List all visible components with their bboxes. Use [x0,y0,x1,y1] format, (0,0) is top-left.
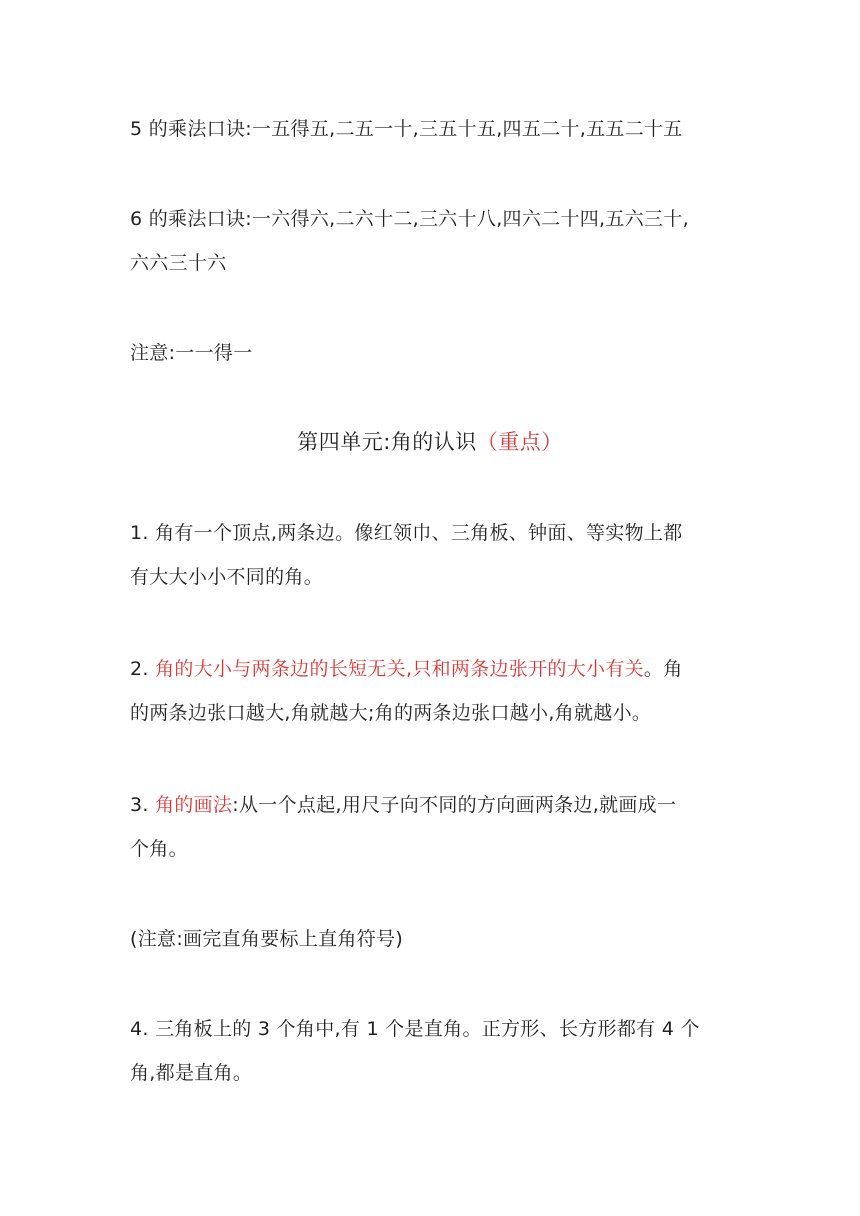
item-2-line2: 的两条边张口越大,角就越大;角的两条边张口越小,角就越小。 [130,702,652,724]
mult-table-6-line2: 六六三十六 [130,252,227,274]
mult-table-6-line1: 6 的乘法口诀:一六得六,二六十二,三六十八,四六二十四,五六三十, [130,208,689,230]
item-3-prefix: 3. [130,794,156,816]
item-3-note: (注意:画完直角要标上直角符号) [130,928,404,950]
item-3-emphasis: 角的画法 [155,794,233,816]
item-4-line1: 4. 三角板上的 3 个角中,有 1 个是直角。正方形、长方形都有 4 个 [130,1018,700,1040]
item-3-line2: 个角。 [130,838,188,860]
mult-table-5: 5 的乘法口诀:一五得五,二五一十,三五十五,四五二十,五五二十五 [130,118,683,140]
unit-4-emphasis: （重点） [476,430,563,454]
item-2-prefix: 2. [130,658,156,680]
note-one: 注意:一一得一 [130,342,253,364]
unit-4-heading [0,428,860,456]
item-4-line2: 角,都是直角。 [130,1062,253,1084]
item-1-line2: 有大大小小不同的角。 [130,566,324,588]
item-2-emphasis: 角的大小与两条边的长短无关,只和两条边张开的大小有关 [155,658,644,680]
unit-4-title: 第四单元:角的认识 [297,430,477,454]
item-3-rest: :从一个点起,用尺子向不同的方向画两条边,就画成一 [232,794,677,816]
item-2-line1 [130,656,740,682]
item-1-line1: 1. 角有一个顶点,两条边。像红领巾、三角板、钟面、等实物上都 [130,522,683,544]
item-3-line1 [130,792,740,818]
item-2-rest: 。角 [643,658,683,680]
